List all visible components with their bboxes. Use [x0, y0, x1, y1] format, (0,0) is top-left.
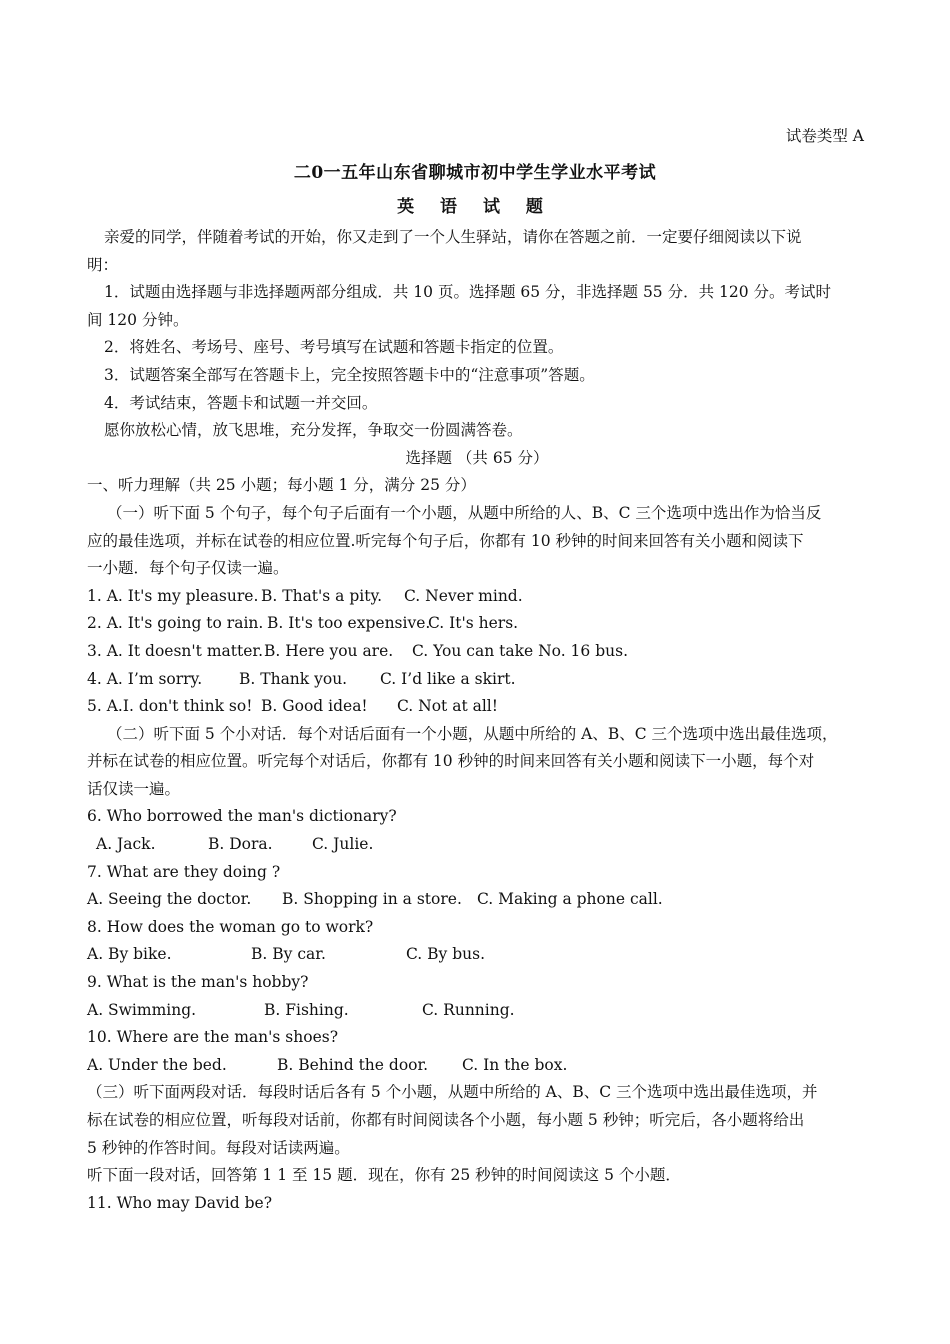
option-b: B. Dora.	[208, 835, 273, 854]
part1-sub3-instructions: 5 秒钟的作答时间。每段对话读两遍。	[87, 1138, 350, 1157]
option-b: B. Behind the door.	[277, 1055, 429, 1074]
option-b: B. It's too expensive.	[267, 614, 431, 633]
question-11-stem: 11. Who may David be?	[87, 1193, 273, 1212]
option-b: B. By car.	[251, 945, 326, 964]
option-b: B. Thank you.	[239, 669, 348, 688]
question-7-options	[87, 886, 867, 914]
question-7-stem: 7. What are they doing ?	[87, 862, 281, 881]
question-9-stem: 9. What is the man's hobby?	[87, 973, 309, 992]
paper-type-label: 试卷类型 A	[785, 127, 864, 145]
exam-title: 二0一五年山东省聊城市初中学生学业水平考试	[293, 163, 657, 183]
option-c: C. Not at all!	[397, 697, 498, 716]
question-1	[87, 583, 867, 611]
option-a: A. Under the bed.	[87, 1055, 227, 1074]
option-c: C. Julie.	[312, 835, 374, 854]
option-a: 4. A. I’m sorry.	[87, 669, 203, 688]
option-a: A. By bike.	[87, 945, 172, 964]
option-a: 3. A. It doesn't matter.	[87, 641, 264, 660]
option-a: 5. A.I. don't think so!	[87, 697, 253, 716]
question-4	[87, 666, 867, 694]
question-10-options	[87, 1052, 867, 1080]
part1-heading: 一、听力理解（共 25 小题；每小题 1 分，满分 25 分）	[87, 476, 476, 495]
option-a: A. Swimming.	[87, 1000, 197, 1019]
option-c: C. It's hers.	[428, 614, 519, 633]
instruction-3: 3．试题答案全部写在答题卡上，完全按照答题卡中的“注意事项”答题。	[104, 365, 595, 384]
choice-section-title: 选择题 （共 65 分）	[405, 448, 549, 467]
option-a: 1. A. It's my pleasure.	[87, 586, 259, 605]
part1-sub3-instructions: （三）听下面两段对话．每段时话后各有 5 个小题，从题中所给的 A、B、C 三个选项中选出最佳选项，并	[87, 1083, 818, 1102]
option-b: B. Here you are.	[264, 641, 394, 660]
question-8-options	[87, 941, 867, 969]
option-a: 2. A. It's going to rain.	[87, 614, 264, 633]
option-c: C. I’d like a skirt.	[380, 669, 516, 688]
question-8-stem: 8. How does the woman go to work?	[87, 917, 374, 936]
dialog-1-instructions: 听下面一段对话，回答第 1 1 至 15 题．现在，你有 25 秒钟的时间阅读这 5 个小题．	[87, 1166, 681, 1185]
option-a: A. Jack.	[96, 835, 156, 854]
question-3	[87, 638, 867, 666]
exam-subtitle: 英 语 试 题	[397, 197, 553, 217]
option-c: C. You can take No. 16 bus.	[412, 641, 628, 660]
instruction-2: 2．将姓名、考场号、座号、考号填写在试题和答题卡指定的位置。	[104, 338, 564, 357]
question-9-options	[87, 997, 867, 1025]
part1-sub1-instructions: （一）听下面 5 个句子，每个句子后面有一个小题，从题中所给的人、B、C 三个选项中选出作为恰当反	[107, 503, 822, 522]
option-c: C. Running.	[422, 1000, 515, 1019]
exam-body	[87, 224, 867, 1217]
instruction-1: 1．试题由选择题与非选择题两部分组成．共 10 页。选择题 65 分，非选择题 55 分．共 120 分。考试时	[104, 283, 832, 302]
option-c: C. By bus.	[406, 945, 486, 964]
wish-line: 愿你放松心情，放飞思堆，充分发挥，争取交一份圆满答卷。	[104, 421, 523, 440]
option-b: B. That's a pity.	[261, 586, 383, 605]
part1-sub3-instructions: 标在试卷的相应位置，听每段对话前，你都有时间阅读各个小题，每小题 5 秒钟；听完后，各小题将给出	[87, 1111, 805, 1129]
option-c: C. Never mind.	[404, 586, 523, 605]
part1-sub1-instructions: 一小题．每个句子仅读一遍。	[87, 559, 289, 578]
option-b: B. Shopping in a store.	[282, 890, 462, 909]
question-10-stem: 10. Where are the man's shoes?	[87, 1028, 339, 1047]
intro-line: 明：	[87, 255, 119, 274]
instruction-4: 4．考试结束，答题卡和试题一并交回。	[104, 393, 378, 412]
option-c: C. Making a phone call.	[477, 890, 663, 909]
option-b: B. Fishing.	[264, 1000, 349, 1019]
question-5	[87, 693, 867, 721]
part1-sub1-instructions: 应的最佳选项，并标在试卷的相应位置.听完每个句子后，你都有 10 秒钟的时间来回答有关小题和阅读下	[87, 531, 804, 550]
question-6-stem: 6. Who borrowed the man's dictionary?	[87, 807, 397, 826]
option-a: A. Seeing the doctor.	[87, 890, 252, 909]
option-c: C. In the box.	[462, 1055, 568, 1074]
instruction-1-cont: 间 120 分钟。	[87, 310, 189, 329]
part1-sub2-instructions: 话仅读一遍。	[87, 779, 181, 798]
intro-line: 亲爱的同学，伴随着考试的开始，你又走到了一个人生驿站，请你在答题之前．一定要仔细阅读以下说	[104, 228, 802, 246]
part1-sub2-instructions: （二）听下面 5 个小对话．每个对话后面有一个小题，从题中所给的 A、B、C 三个选项中选出最佳选项，	[107, 724, 838, 743]
part1-sub2-instructions: 并标在试卷的相应位置。听完每个对话后，你都有 10 秒钟的时间来回答有关小题和阅读下一小题，每个对	[87, 752, 815, 771]
option-b: B. Good idea!	[261, 697, 368, 716]
question-2	[87, 610, 867, 638]
question-6-options	[87, 831, 867, 859]
